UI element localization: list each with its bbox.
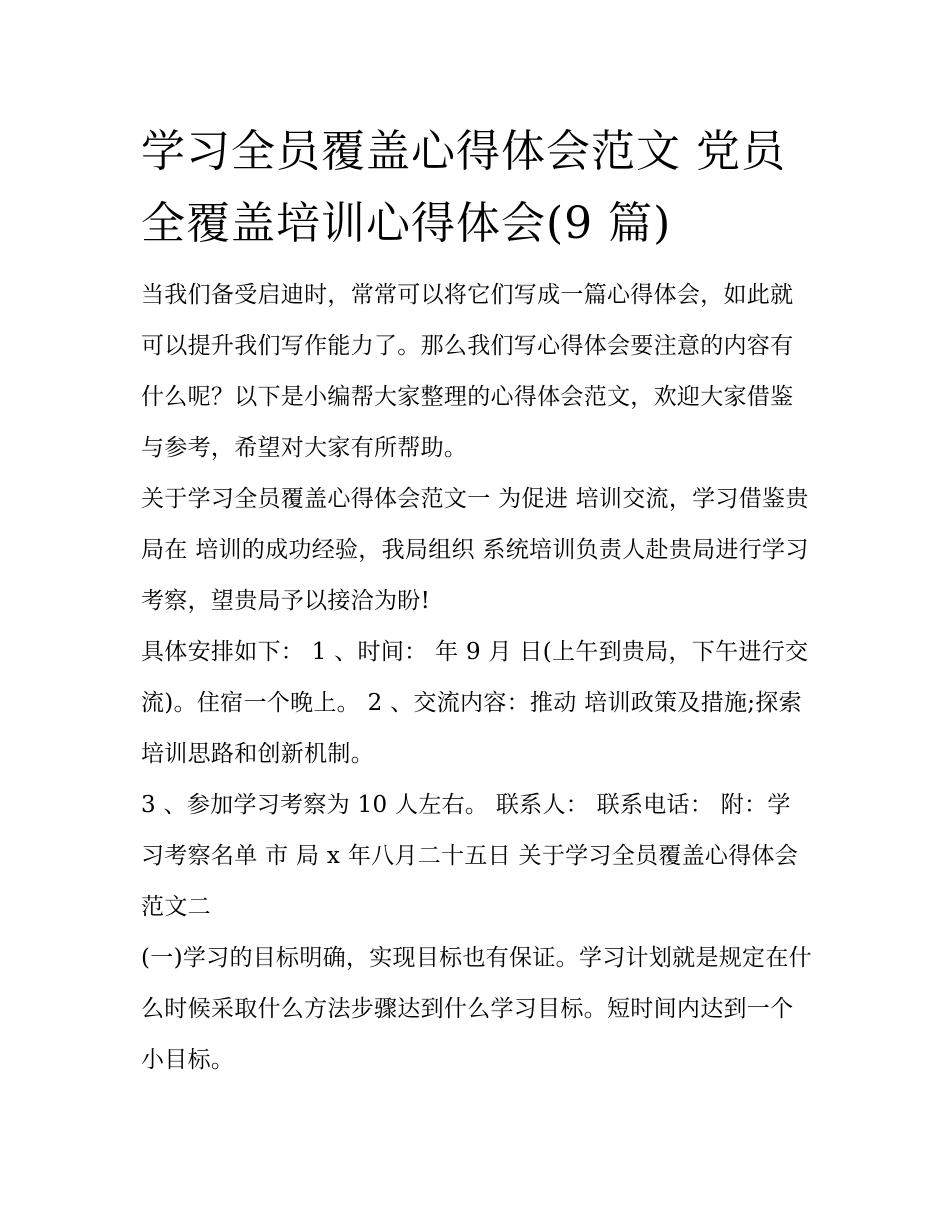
paragraph-intro: 当我们备受启迪时，常常可以将它们写成一篇心得体会，如此就可以提升我们写作能力了。那么我们写心得体会要注意的内容有什么呢？以下是小编帮大家整理的心得体会范文，欢迎大家借鉴与参考，希望对大家有所帮助。 [141, 282, 794, 461]
paragraph-article-one: 关于学习全员覆盖心得体会范文一 为促进 培训交流，学习借鉴贵局在 培训的成功经验，我局组织 系统培训负责人赴贵局进行学习考察，望贵局予以接洽为盼! [141, 486, 809, 614]
paragraph-study-goal: (一)学习的目标明确，实现目标也有保证。学习计划就是规定在什么时候采取什么方法步骤达到什么学习目标。短时间内达到一个小目标。 [141, 945, 812, 1073]
document-body [141, 270, 813, 1086]
document-content [141, 116, 813, 1086]
paragraph-participants: 3 、参加学习考察为 10 人左右。 联系人： 联系电话： 附：学习考察名单 市 局 x 年八月二十五日 关于学习全员覆盖心得体会范文二 [141, 792, 799, 920]
paragraph-schedule: 具体安排如下： 1 、时间： 年 9 月 日(上午到贵局，下午进行交流)。住宿一个晚上。 2 、交流内容：推动 培训政策及措施;探索 培训思路和创新机制。 [141, 639, 809, 767]
document-title: 学习全员覆盖心得体会范文 党员全覆盖培训心得体会(9 篇) [141, 126, 786, 249]
